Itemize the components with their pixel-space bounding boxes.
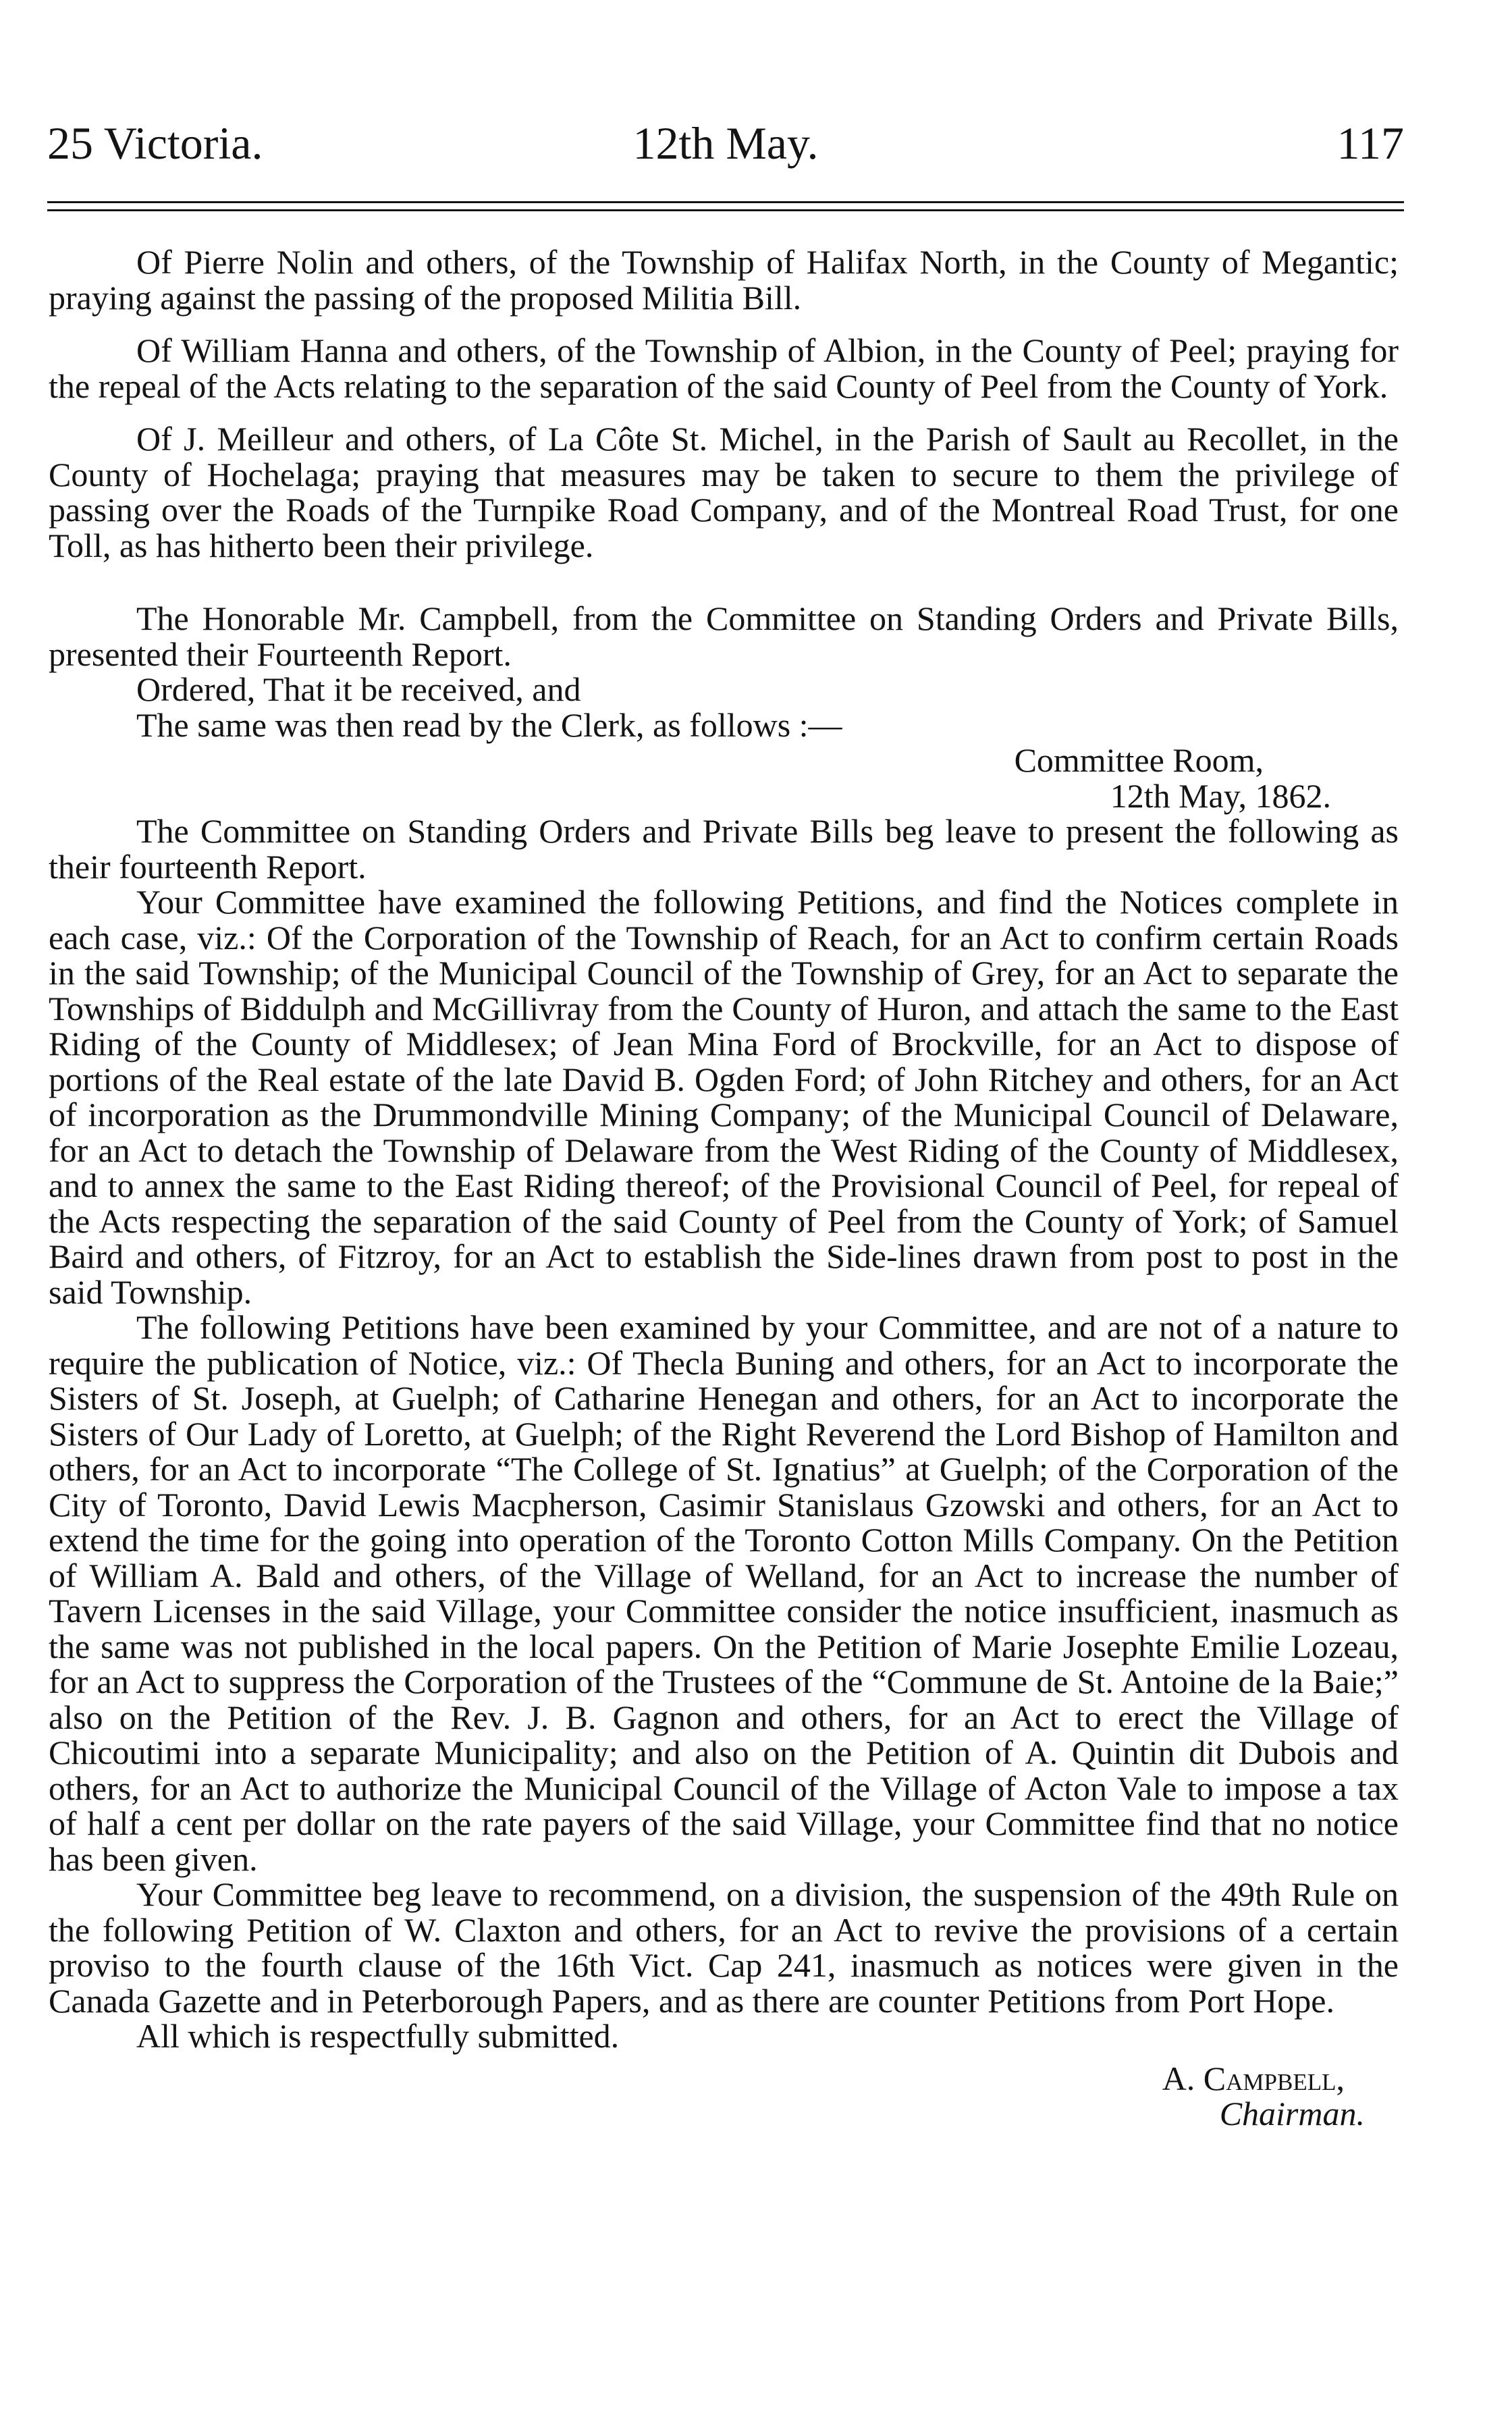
page-number: 117 xyxy=(1336,117,1404,169)
header-rule-top xyxy=(47,201,1404,203)
running-header xyxy=(47,111,1404,176)
report-paragraph: Your Committee have examined the following Petitions, and find the Notices complete in each case, viz.: Of the Corporation of the Township of Reach, for an Act to confirm certain Roads in the said Township; of the Municipal Council of the Township of Grey, for an Act to separate the Townships of Biddulph and McGillivray from the County of Huron, and attach the same to the East Riding of the County of Middlesex; of Jean Mina Ford of Brockville, for an Act to dispose of portions of the Real estate of the late David B. Ogden Ford; of John Ritchey and others, for an Act of incorporation as the Drummondville Mining Company; of the Municipal Council of Delaware, for an Act to detach the Township of Delaware from the West Riding of the County of Middlesex, and to annex the same to the East Riding thereof; of the Provisional Council of Peel, for repeal of the Acts respecting the separation of the said County of Peel from the County of York; of Samuel Baird and others, of Fitzroy, for an Act to establish the Side-lines drawn from post to post in the said Township. xyxy=(49,883,1399,1311)
header-session: 25 Victoria. xyxy=(47,117,263,169)
report-ordered: Ordered, That it be received, and xyxy=(136,670,581,708)
report-read: The same was then read by the Clerk, as follows :— xyxy=(136,705,842,744)
header-rule-bottom xyxy=(47,209,1404,211)
report-closing: All which is respectfully submitted. xyxy=(136,2017,620,2055)
petition-paragraph: Of J. Meilleur and others, of La Côte St. Michel, in the Parish of Sault au Recollet, in the County of Hochelaga; praying that measures may be taken to secure to them the privilege of passing over the Roads of the Turnpike Road Company, and of the Montreal Road Trust, for one Toll, as has hitherto been their privilege. xyxy=(49,420,1399,564)
header-date: 12th May. xyxy=(632,117,819,169)
petition-paragraph: Of Pierre Nolin and others, of the Township of Halifax North, in the County of Megantic; praying against the passing of the proposed Militia Bill. xyxy=(49,243,1399,317)
petition-paragraph: Of William Hanna and others, of the Township of Albion, in the County of Peel; praying for the repeal of the Acts relating to the separation of the said County of Peel from the County of York. xyxy=(49,331,1399,405)
report-presented: The Honorable Mr. Campbell, from the Committee on Standing Orders and Private Bills, presented their Fourteenth Report. xyxy=(49,599,1399,673)
document-body xyxy=(49,244,1399,2132)
report-paragraph: The following Petitions have been examined by your Committee, and are not of a nature to require the publication of Notice, viz.: Of Thecla Buning and others, for an Act to incorporate the Sisters of St. Joseph, at Guelph; of Catharine Henegan and others, for an Act to incorporate the Sisters of Our Lady of Loretto, at Guelph; of the Right Reverend the Lord Bishop of Hamilton and others, for an Act to incorporate “The College of St. Ignatius” at Guelph; of the Corporation of the City of Toronto, David Lewis Macpherson, Casimir Stanislaus Gzowski and others, for an Act to extend the time for the going into operation of the Toronto Cotton Mills Company. On the Petition of William A. Bald and others, of the Village of Welland, for an Act to increase the number of Tavern Licenses in the said Village, your Committee consider the notice insufficient, inasmuch as the same was not published in the local papers. On the Petition of Marie Josephte Emilie Lozeau, for an Act to suppress the Corporation of the Trustees of the “Commune de St. Antoine de la Baie;” also on the Petition of the Rev. J. B. Gagnon and others, for an Act to erect the Village of Chicoutimi into a separate Municipality; and also on the Petition of A. Quintin dit Dubois and others, for an Act to authorize the Municipal Council of the Village of Acton Vale to impose a tax of half a cent per dollar on the rate payers of the said Village, your Committee find that no notice has been given. xyxy=(49,1308,1399,1878)
committee-date: 12th May, 1862. xyxy=(1110,776,1331,815)
signature-name: A. Campbell, xyxy=(1162,2059,1345,2097)
report-paragraph: The Committee on Standing Orders and Private Bills beg leave to present the following as their fourteenth Report. xyxy=(49,812,1399,886)
report-paragraph: Your Committee beg leave to recommend, on a division, the suspension of the 49th Rule on the following Petition of W. Claxton and others, for an Act to revive the provisions of a certain proviso to the fourth clause of the 16th Vict. Cap 241, inasmuch as notices were given in the Canada Gazette and in Peterborough Papers, and as there are counter Petitions from Port Hope. xyxy=(49,1875,1399,2020)
committee-room: Committee Room, xyxy=(1014,741,1264,779)
signature-title: Chairman. xyxy=(1219,2095,1365,2132)
